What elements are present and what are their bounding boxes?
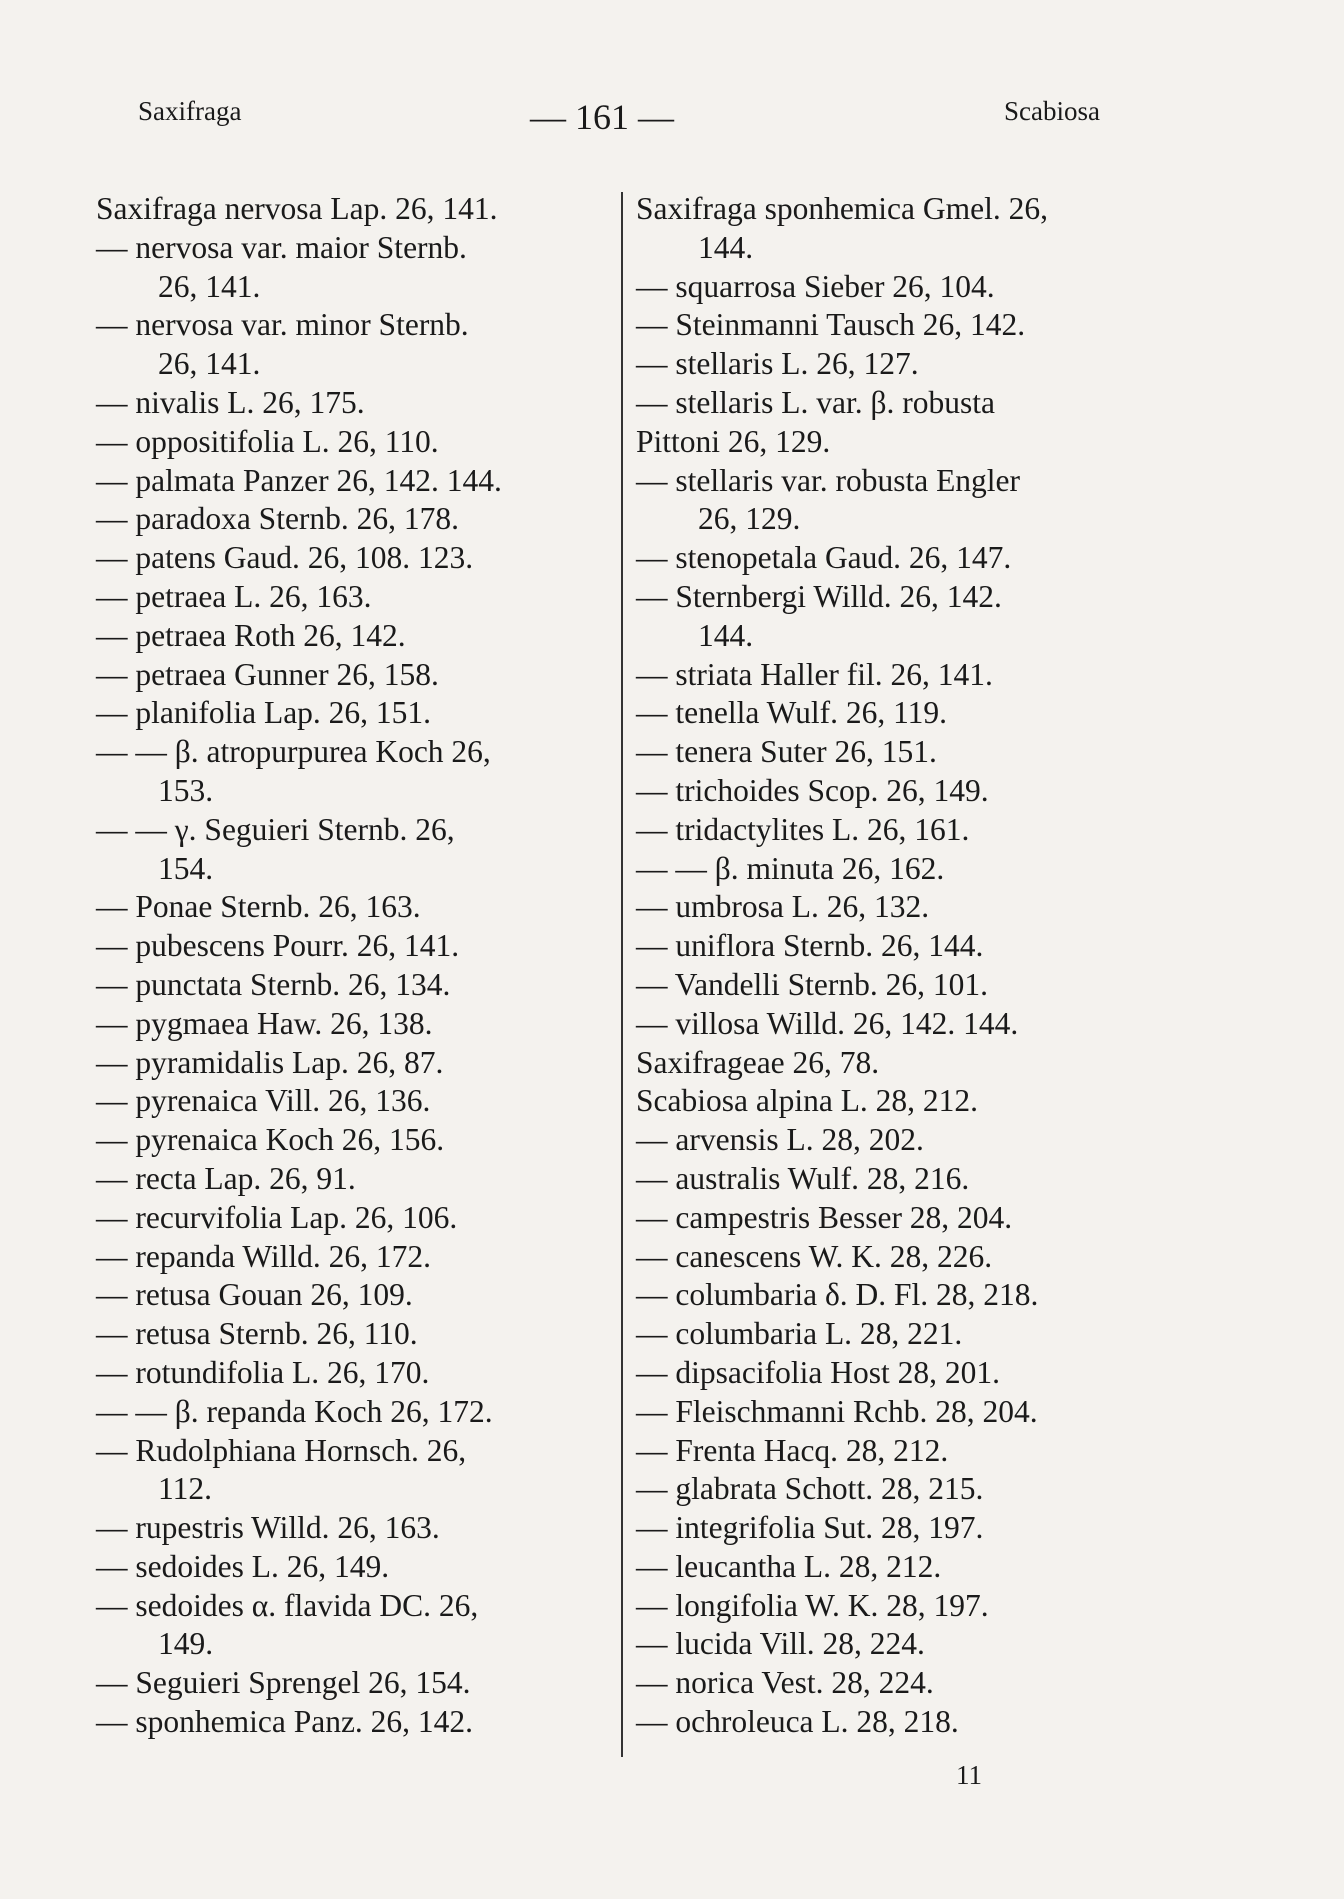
index-entry-line: — australis Wulf. 28, 216. (636, 1160, 970, 1196)
index-entry-line: — campestris Besser 28, 204. (636, 1199, 1013, 1235)
running-header (130, 96, 1100, 146)
index-entry-line: — oppositifolia L. 26, 110. (96, 423, 439, 459)
index-entry-line: — repanda Willd. 26, 172. (96, 1238, 431, 1274)
index-entry-line: — Ponae Sternb. 26, 163. (96, 889, 421, 925)
index-entry-line: — stenopetala Gaud. 26, 147. (636, 540, 1012, 576)
index-entry-line: — squarrosa Sieber 26, 104. (636, 268, 995, 304)
index-entry-line: — retusa Sternb. 26, 110. (96, 1316, 418, 1352)
index-entry-line: — petraea L. 26, 163. (96, 578, 372, 614)
index-entry-line: — lucida Vill. 28, 224. (636, 1626, 925, 1662)
index-entry-line: 144. (698, 617, 754, 653)
index-entry-line: 26, 141. (158, 268, 261, 304)
index-entry-line: — petraea Roth 26, 142. (96, 617, 406, 653)
index-entry-line: — tenera Suter 26, 151. (636, 734, 937, 770)
index-entry-line: — stellaris L. 26, 127. (636, 346, 919, 382)
index-entry-line: — columbaria δ. D. Fl. 28, 218. (636, 1277, 1039, 1313)
index-entry-line: — canescens W. K. 28, 226. (636, 1238, 993, 1274)
index-entry-line: — punctata Sternb. 26, 134. (96, 966, 451, 1002)
header-right: Scabiosa (1004, 96, 1100, 126)
index-entry-line: 154. (158, 850, 214, 886)
index-entry-line: — Fleischmanni Rchb. 28, 204. (636, 1393, 1038, 1429)
index-entry-line: — — β. repanda Koch 26, 172. (96, 1393, 493, 1429)
index-entry-line: — stellaris var. robusta Engler (636, 462, 1021, 498)
index-entry-line: Saxifrageae 26, 78. (636, 1044, 880, 1080)
index-entry-line: — pygmaea Haw. 26, 138. (96, 1005, 433, 1041)
index-entry-line: — pyrenaica Vill. 26, 136. (96, 1083, 431, 1119)
signature-mark: 11 (956, 1760, 982, 1790)
index-entry-line: 26, 129. (698, 501, 801, 537)
index-entry-line: — stellaris L. var. β. robusta (636, 384, 995, 420)
index-entry-line: — columbaria L. 28, 221. (636, 1316, 963, 1352)
index-entry-line: — norica Vest. 28, 224. (636, 1665, 934, 1701)
index-entry-line: — Rudolphiana Hornsch. 26, (96, 1432, 467, 1468)
index-entry-line: — sedoides α. flavida DC. 26, (96, 1587, 479, 1623)
column-divider (621, 192, 623, 1757)
index-entry-line: — nervosa var. maior Sternb. (96, 229, 467, 265)
index-entry-line: — villosa Willd. 26, 142. 144. (636, 1005, 1019, 1041)
right-column (636, 190, 1176, 1742)
index-entry-line: 149. (158, 1626, 214, 1662)
index-entry-line: — paradoxa Sternb. 26, 178. (96, 501, 460, 537)
index-entry-line: — nervosa var. minor Sternb. (96, 307, 469, 343)
index-entry-line: — palmata Panzer 26, 142. 144. (96, 462, 502, 498)
index-entry-line: — pubescens Pourr. 26, 141. (96, 928, 460, 964)
index-entry-line: — pyrenaica Koch 26, 156. (96, 1122, 445, 1158)
index-entry-line: — recta Lap. 26, 91. (96, 1160, 356, 1196)
index-entry-line: — Frenta Hacq. 28, 212. (636, 1432, 949, 1468)
index-entry-line: — longifolia W. K. 28, 197. (636, 1587, 989, 1623)
index-entry-line: — planifolia Lap. 26, 151. (96, 695, 432, 731)
index-entry-line: Scabiosa alpina L. 28, 212. (636, 1083, 979, 1119)
index-entry-line: — — β. minuta 26, 162. (636, 850, 945, 886)
index-entry-line: — pyramidalis Lap. 26, 87. (96, 1044, 444, 1080)
index-entry-line: — tridactylites L. 26, 161. (636, 811, 970, 847)
index-entry-line: — sedoides L. 26, 149. (96, 1548, 390, 1584)
index-entry-line: — rupestris Willd. 26, 163. (96, 1510, 440, 1546)
index-entry-line: 26, 141. (158, 346, 261, 382)
index-entry-line: — integrifolia Sut. 28, 197. (636, 1510, 984, 1546)
index-entry-line: — tenella Wulf. 26, 119. (636, 695, 948, 731)
index-entry-line: — glabrata Schott. 28, 215. (636, 1471, 984, 1507)
index-entry-line: — striata Haller fil. 26, 141. (636, 656, 993, 692)
index-entry-line: — patens Gaud. 26, 108. 123. (96, 540, 474, 576)
index-entry-line: — ochroleuca L. 28, 218. (636, 1704, 959, 1740)
index-entry-line: — trichoides Scop. 26, 149. (636, 772, 989, 808)
index-entry-line: 144. (698, 229, 754, 265)
index-entry-line: — recurvifolia Lap. 26, 106. (96, 1199, 458, 1235)
index-entry-line: — Steinmanni Tausch 26, 142. (636, 307, 1026, 343)
index-entry-line: 153. (158, 772, 214, 808)
index-entry-line: — — β. atropurpurea Koch 26, (96, 734, 491, 770)
index-entry-line: — sponhemica Panz. 26, 142. (96, 1704, 474, 1740)
index-entry-line: Pittoni 26, 129. (636, 423, 831, 459)
index-entry-line: — retusa Gouan 26, 109. (96, 1277, 413, 1313)
index-entry-line: — dipsacifolia Host 28, 201. (636, 1354, 1000, 1390)
index-entry-line: — Seguieri Sprengel 26, 154. (96, 1665, 471, 1701)
index-entry-line: — umbrosa L. 26, 132. (636, 889, 930, 925)
header-left: Saxifraga (138, 96, 242, 126)
index-entry-line: — uniflora Sternb. 26, 144. (636, 928, 984, 964)
index-entry-line: Saxifraga sponhemica Gmel. 26, (636, 191, 1049, 226)
index-entry-line: — rotundifolia L. 26, 170. (96, 1354, 430, 1390)
index-entry-line: — Sternbergi Willd. 26, 142. (636, 578, 1002, 614)
index-entry-line: — petraea Gunner 26, 158. (96, 656, 439, 692)
index-entry-line: — Vandelli Sternb. 26, 101. (636, 966, 989, 1002)
index-entry-line: — nivalis L. 26, 175. (96, 384, 365, 420)
page-number: — 161 — (530, 97, 674, 137)
index-entry-line: — — γ. Seguieri Sternb. 26, (96, 811, 455, 847)
index-entry-line: — arvensis L. 28, 202. (636, 1122, 924, 1158)
index-entry-line: — leucantha L. 28, 212. (636, 1548, 942, 1584)
index-entry-line: 112. (158, 1471, 212, 1507)
index-entry-line: Saxifraga nervosa Lap. 26, 141. (96, 191, 498, 226)
left-column (96, 190, 616, 1742)
